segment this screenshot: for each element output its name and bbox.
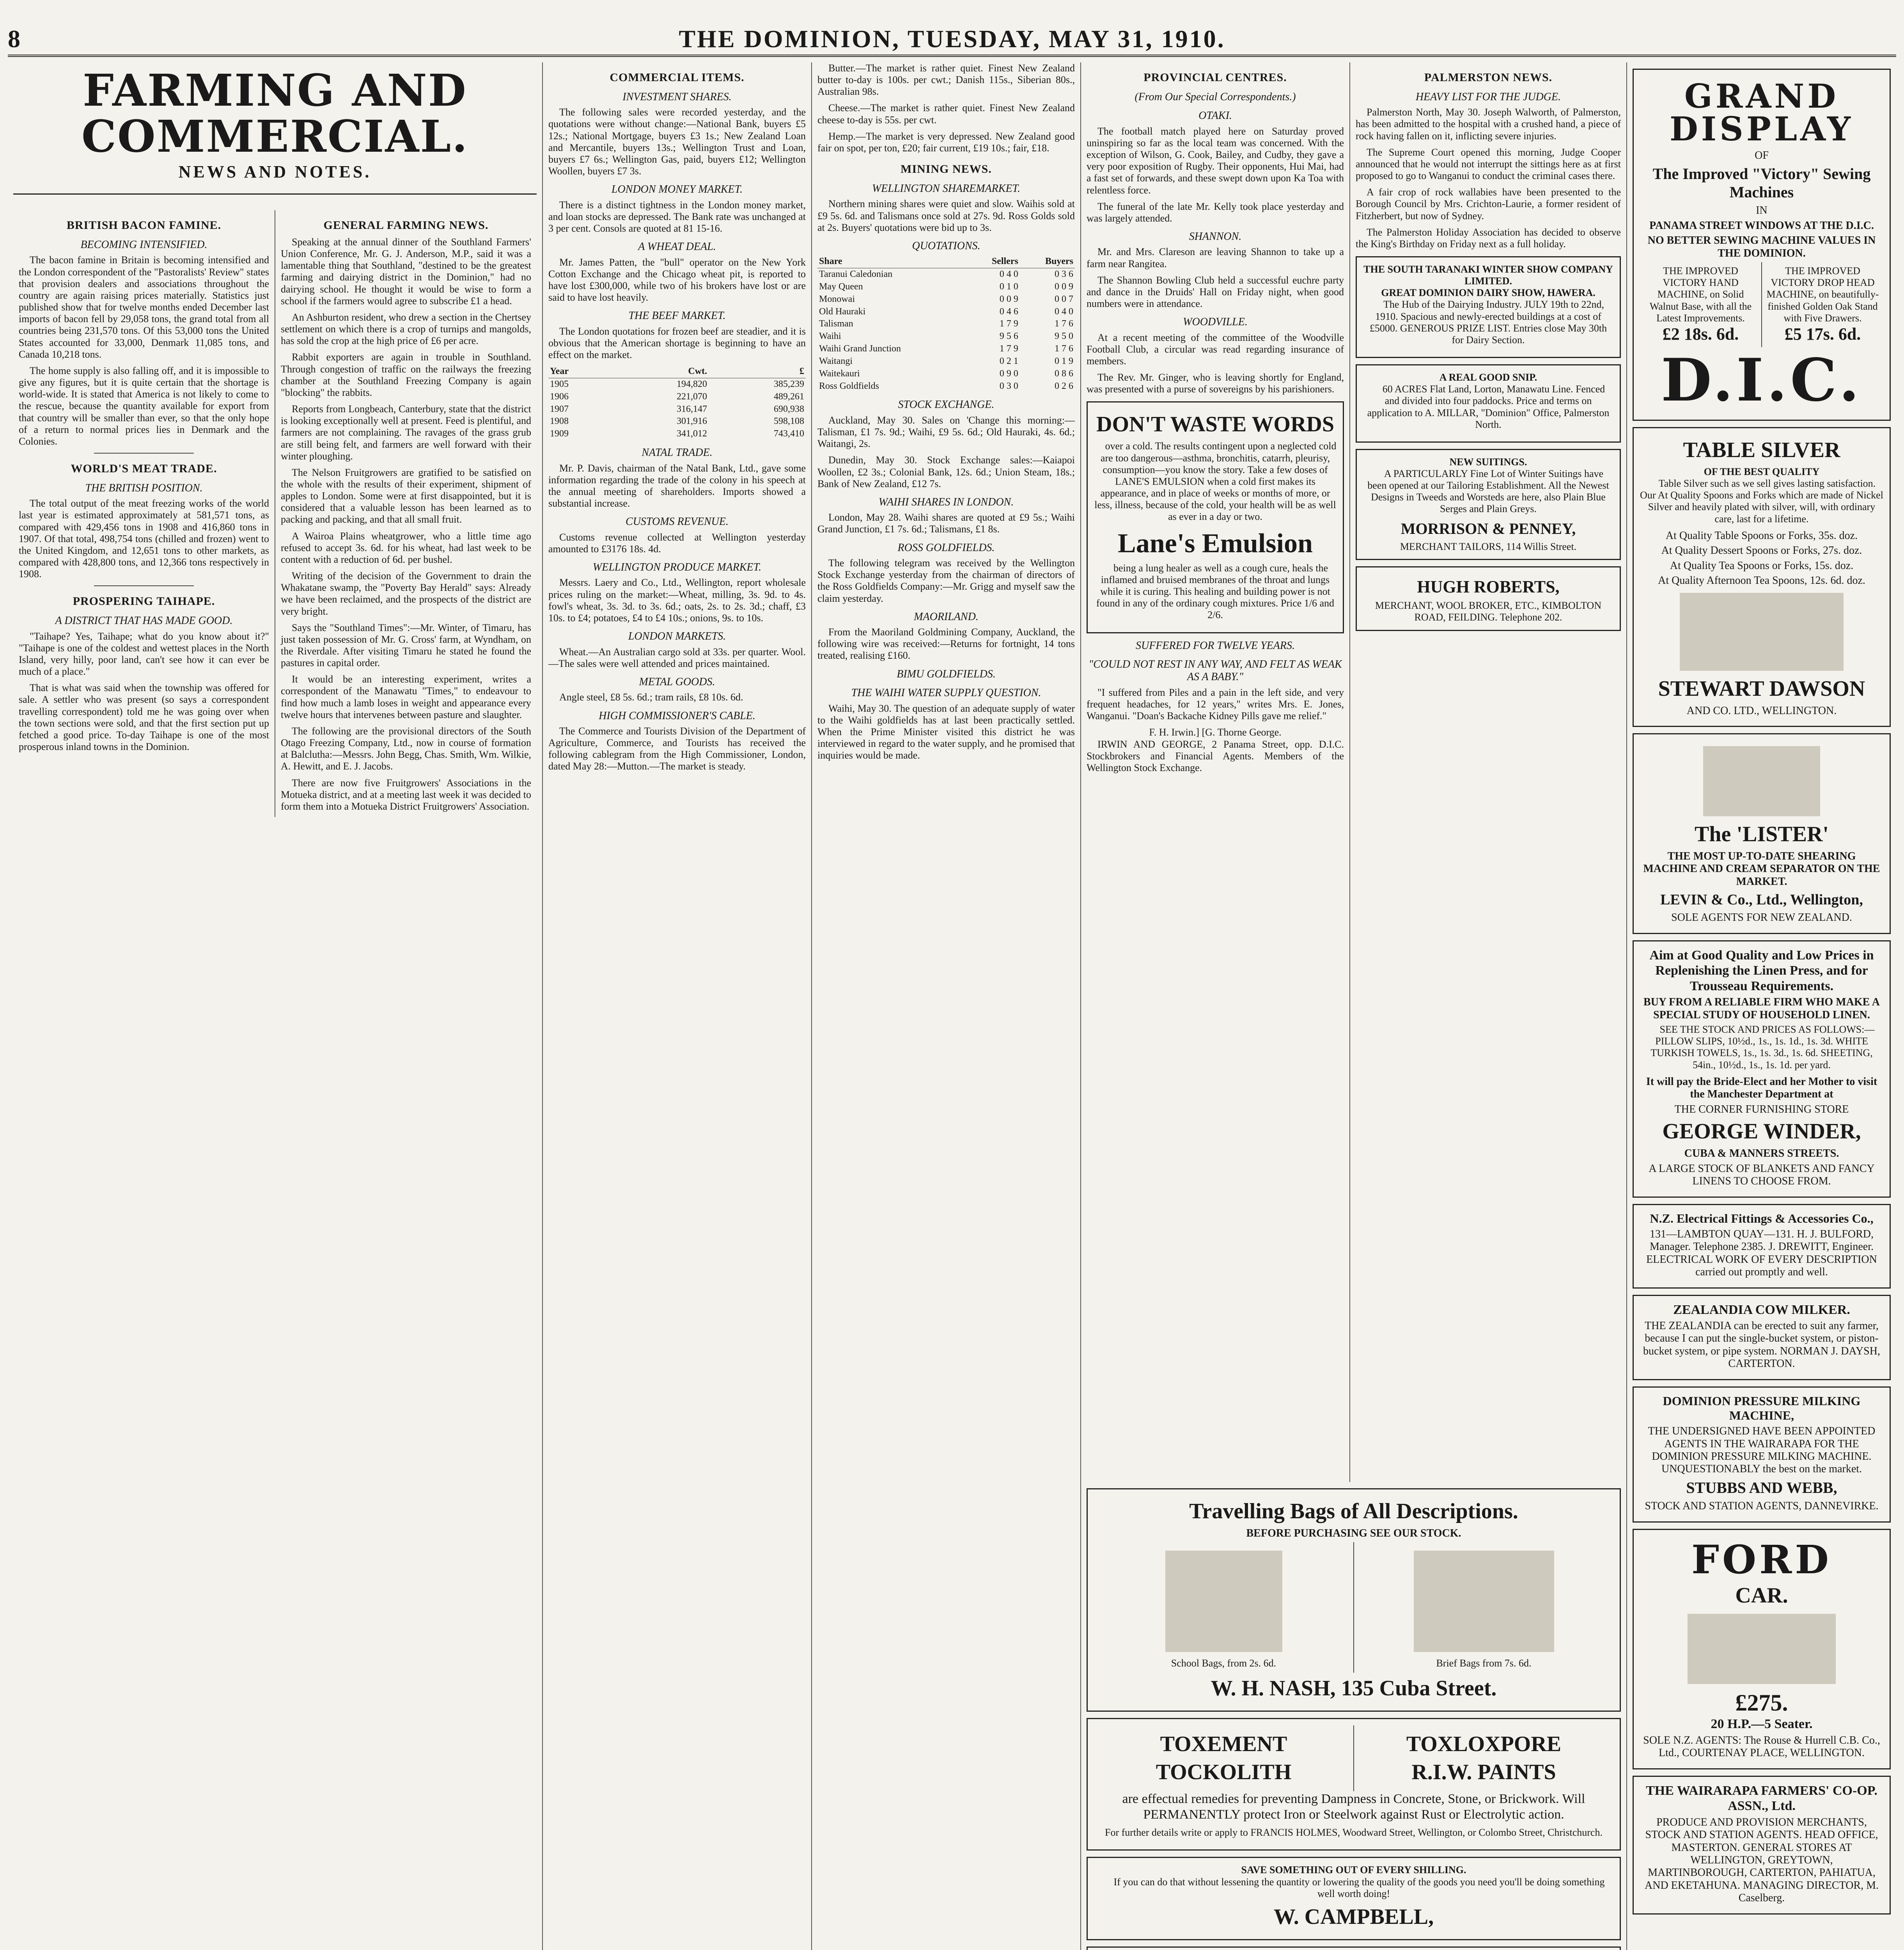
quotation-row [817, 268, 1075, 281]
price-list-item: At Quality Tea Spoons or Forks, 15s. doz. [1670, 559, 1854, 572]
article-paragraph: The Supreme Court opened this morning, Judge Cooper announced that he would not interrupt the sittings here as at first proposed to go to Wanganui to conduct the criminal cases there. [1356, 146, 1621, 182]
ad-title: GRAND DISPLAY [1670, 77, 1854, 148]
ad-text: If you can do that without lessening the quantity or lowering the quality of the goods you need you'll be doing something well worth doing! [1113, 1876, 1605, 1899]
ad-title: THE WAIRARAPA FARMERS' CO-OP. ASSN., Ltd. [1646, 1783, 1877, 1814]
table-cell: Waitangi [819, 356, 853, 366]
article-paragraph: A Wairoa Plains wheatgrower, who a little time ago refused to accept 3s. 6d. for his wheat, had last week to be content with a reduction of 6d. per bushel. [281, 530, 531, 565]
article-paragraph: It would be an interesting experiment, writes a correspondent of the Manawatu "Times," to endeavour to find how much a lamb loses in weight and appearance every twelve hours that intervenes between pasture and slaughter. [281, 674, 531, 720]
article-paragraph: London, May 28. Waihi shares are quoted at £9 5s.; Waihi Grand Junction, £1 7s. 6d.; Talismans, £1 8s. [817, 512, 1075, 535]
ad-firm: MORRISON & PENNEY, [1401, 519, 1576, 537]
column-2 [275, 210, 537, 817]
subheading-produce: WELLINGTON PRODUCE MARKET. [592, 561, 762, 574]
subheading-london-markets: LONDON MARKETS. [628, 630, 726, 643]
article-paragraph: The following sales were recorded yesterday, and the quotations were without change:—National Bank, buyers £5 12s.; National Mortgage, buyers £3 1s.; New Zealand Loan and Mercantile, buyers 13s.; Wellington Trust and Loan, buyers £7 6s.; Wellington Gas, paid, buyers £12; Wellington Woollen, buyers £7 3s. [548, 106, 806, 177]
table-cell: 1906 [550, 391, 569, 402]
subheading-woodville: WOODVILLE. [1183, 316, 1248, 328]
table-header-cell: Buyers [1020, 255, 1075, 268]
table-cell: 0 8 6 [1055, 368, 1073, 379]
article-paragraph: From the Maoriland Goldmining Company, Auckland, the following wire was received:—Returns for fortnight, 14 tons treated, realising £160. [817, 626, 1075, 661]
table-cell: 1909 [550, 429, 569, 439]
column-4 [811, 62, 1080, 1950]
column-1 [13, 210, 275, 817]
ad-title: THE SOUTH TARANAKI WINTER SHOW COMPANY LIMITED. [1363, 263, 1613, 287]
ad-title: N.Z. Electrical Fittings & Accessories Co., [1650, 1211, 1874, 1225]
table-cell: 221,070 [677, 391, 707, 402]
table-cell: 301,916 [677, 416, 707, 427]
wairarapa-farmers-ad [1633, 1776, 1891, 1915]
ad-firm: STUBBS AND WEBB, [1686, 1478, 1837, 1496]
article-paragraph: Auckland, May 30. Sales on 'Change this morning:—Talisman, £1 7s. 9d.; Waihi, £9 5s. 6d.; Old Hauraki, 4s. 6d.; Waitangi, 2s. [817, 414, 1075, 450]
cutlery-illustration [1680, 593, 1844, 671]
ad-firm-sub: AND CO. LTD., WELLINGTON. [1686, 704, 1837, 717]
article-paragraph: Speaking at the annual dinner of the Southland Farmers' Union Conference, Mr. G. J. Anderson, M.P., said it was a lamentable thing that Southland, "destined to be the greatest farming and dairying district in the Dominion," had no dairying school. He thought it would be wise to form a school if the farmers would agree to subscribe £1 a head. [281, 236, 531, 307]
column-6 [1349, 62, 1626, 1482]
article-paragraph: The following are the provisional directors of the South Otago Freezing Company, Ltd., now in course of formation at Balclutha:—Messrs. John Begg, Chas. Smith, Wm. Wilkie, A. Hewitt, and E. J. Jacobs. [281, 725, 531, 772]
quotation-row [817, 293, 1075, 306]
ad-notice: It will pay the Bride-Elect and her Mother to visit the Manchester Department at [1646, 1075, 1877, 1101]
table-header-cell: Year [548, 365, 612, 378]
ad-product-right: THE IMPROVED VICTORY DROP HEAD MACHINE, on beautifully-finished Golden Oak Stand with Five Drawers. [1766, 265, 1879, 324]
article-paragraph: Customs revenue collected at Wellington yesterday amounted to £3176 18s. 4d. [548, 531, 806, 555]
quotation-row [817, 355, 1075, 368]
column-7-ads [1626, 62, 1896, 1950]
subheading-quotations: QUOTATIONS. [912, 239, 980, 252]
hugh-roberts-ad [1356, 566, 1621, 631]
ad-text: PRODUCE AND PROVISION MERCHANTS, STOCK AND STATION AGENTS. HEAD OFFICE, MASTERTON. GENERAL STORES AT WELLINGTON, GREYTOWN, MARTINBOROUGH, CARTERTON, PAHIATUA, AND EKETAHUNA. MANAGING DIRECTOR, M. Caselberg. [1645, 1816, 1879, 1904]
heading-general-farming: GENERAL FARMING NEWS. [323, 219, 489, 232]
heading-meat: WORLD'S MEAT TRADE. [71, 462, 217, 475]
table-header-cell: Sellers [968, 255, 1020, 268]
table-cell: 690,938 [774, 404, 804, 414]
price-list-item: At Quality Table Spoons or Forks, 35s. doz. [1665, 529, 1858, 542]
article-paragraph: "I suffered from Piles and a pain in the left side, and very frequent headaches, for 12 years," writes Mrs. E. Jones, Wanganui. "Doan's Backache Kidney Pills gave me relief." [1087, 686, 1344, 722]
ad-title: DOMINION PRESSURE MILKING MACHINE, [1663, 1393, 1861, 1422]
article-paragraph: At a recent meeting of the committee of the Woodville Football Club, a circular was read regarding insurance of members. [1087, 332, 1344, 367]
ad-of: OF [1755, 149, 1769, 161]
beef-row [548, 403, 806, 416]
ad-title: R.I.W. PAINTS [1411, 1760, 1556, 1785]
table-cell: Old Hauraki [819, 306, 866, 317]
table-cell: 0 2 6 [1055, 381, 1073, 391]
article-paragraph: The Rev. Mr. Ginger, who is leaving shortly for England, was presented with a purse of sovereigns by his parishioners. [1087, 372, 1344, 395]
table-cell: 1 7 6 [1055, 319, 1073, 329]
article-paragraph: The Commerce and Tourists Division of the Department of Agriculture, Commerce, and Tourists has received the following cablegram from the High Commissioner, London, dated May 28:—Mutton.—The market is steady. [548, 725, 806, 772]
table-cell: 489,261 [774, 391, 804, 402]
ad-firm: LEVIN & Co., Ltd., Wellington, [1660, 892, 1863, 908]
column-5 [1080, 62, 1349, 1482]
ad-title: DON'T WASTE WORDS [1096, 412, 1334, 437]
article-paragraph: Says the "Southland Times":—Mr. Winter, of Timaru, has just taken possession of Mr. G. Cross' farm, at Wyndham, on the Riverdale. After visiting Timaru he stated he found the pastures in capital order. [281, 622, 531, 669]
table-cell: 0 9 0 [999, 368, 1018, 379]
subheading-natal: NATAL TRADE. [642, 447, 713, 459]
ad-subtitle: GREAT DOMINION DAIRY SHOW, HAWERA. [1381, 287, 1596, 299]
ad-text: being a lung healer as well as a cough cure, heals the inflamed and bruised membranes of the throat and lungs while it is curing. This healing and building power is not found in any of the ordinary cough mixtures. Price 1/6 and 2/6. [1096, 562, 1335, 621]
table-silver-ad [1633, 427, 1891, 727]
quotation-row [817, 380, 1075, 393]
ad-firm-sub: CUBA & MANNERS STREETS. [1684, 1147, 1839, 1160]
table-cell: Waihi [819, 331, 841, 342]
real-good-snip-ad [1356, 364, 1621, 443]
ad-title: The 'LISTER' [1695, 822, 1829, 846]
new-suitings-ad [1356, 449, 1621, 560]
subheading-otaki: OTAKI. [1198, 110, 1232, 122]
subheading-suffered: SUFFERED FOR TWELVE YEARS. [1135, 639, 1295, 652]
article-paragraph: Waihi, May 30. The question of an adequate supply of water to the Waihi goldfields has at last been practically settled. When the Prime Minister visited this district he was interviewed in regard to the water supply, and he promised that inquiries would be made. [817, 702, 1075, 761]
table-cell: 1908 [550, 416, 569, 427]
heading-bacon: BRITISH BACON FAMINE. [66, 219, 222, 232]
section-banner-sub: NEWS AND NOTES. [13, 162, 537, 195]
article-paragraph: The following telegram was received by the Wellington Stock Exchange yesterday from the chairman of directors of the Ross Goldfields Company:—Mr. Grigg and myself saw the claim yesterday. [817, 557, 1075, 604]
ad-text: For further details write or apply to FRANCIS HOLMES, Woodward Street, Wellington, or Colombo Street, Christchurch. [1105, 1827, 1603, 1838]
school-bag-illustration [1165, 1551, 1282, 1652]
heading-taihape: PROSPERING TAIHAPE. [73, 595, 215, 608]
article-paragraph: Mr. P. Davis, chairman of the Natal Bank, Ltd., gave some information regarding the trade of the colony in his speech at the annual meeting of shareholders. Imports showed a substantial increase. [548, 462, 806, 509]
beef-row [548, 415, 806, 428]
ad-text: THE UNDERSIGNED HAVE BEEN APPOINTED AGENTS IN THE WAIRARAPA FOR THE DOMINION PRESSURE MILKING MACHINE. UNQUESTIONABLY the best on the market. [1648, 1425, 1876, 1475]
subheading-water-supply: THE WAIHI WATER SUPPLY QUESTION. [851, 687, 1041, 699]
subheading-taihape: A DISTRICT THAT HAS MADE GOOD. [55, 615, 233, 627]
quotation-row [817, 343, 1075, 355]
table-cell: 0 1 0 [999, 281, 1018, 292]
section-banner: FARMING AND COMMERCIAL. [81, 65, 469, 162]
ad-text: The Hub of the Dairying Industry. JULY 19th to 22nd, 1910. Spacious and newly-erected buildings at a cost of £5000. GENEROUS PRIZE LIST. Entries close May 30th for Dairy Section. [1369, 299, 1607, 346]
subheading-meat: THE BRITISH POSITION. [85, 482, 203, 494]
ad-text: 131—LAMBTON QUAY—131. H. J. BULFORD, Manager. Telephone 2385. J. DREWITT, Engineer. ELECTRICAL WORK OF EVERY DESCRIPTION carried out promptly and well. [1646, 1228, 1877, 1278]
cow-milker-ad [1633, 1295, 1891, 1380]
article-paragraph: Wheat.—An Australian cargo sold at 33s. per quarter. Wool.—The sales were well attended and prices maintained. [548, 646, 806, 669]
article-paragraph: A fair crop of rock wallabies have been presented to the Borough Council by Mrs. Crichton-Laurie, a former resident of Fitzherbert, but now of Sydney. [1356, 186, 1621, 222]
table-cell: 0 0 9 [999, 294, 1018, 304]
ad-title: TOXLOXPORE [1406, 1732, 1562, 1756]
table-cell: 743,410 [774, 429, 804, 439]
separator-illustration [1703, 746, 1820, 816]
ad-text: A PARTICULARLY Fine Lot of Winter Suitings have been opened at our Tailoring Establishment. All the Newest Designs in Tweeds and Worsteds are here, also Plain Blue Serges and Plain Greys. [1367, 468, 1609, 515]
ad-title: FORD [1691, 1536, 1832, 1583]
article-paragraph: That is what was said when the township was offered for sale. A settler who was present (so says a correspondent travelling correspondent) told me he was going over when the town sections were sold, and that the first section put up fetched a good price. To-day Taihape is one of the most prosperous inland towns in the Dominion. [19, 682, 269, 753]
table-header-cell: Cwt. [612, 365, 709, 378]
article-paragraph: Cheese.—The market is rather quiet. Finest New Zealand cheese to-day is 55s. per cwt. [817, 102, 1075, 126]
dairy-show-ad [1356, 256, 1621, 358]
ad-text: SEE THE STOCK AND PRICES AS FOLLOWS:— PILLOW SLIPS, 10½d., 1s., 1s. 1d., 1s. 3d. WHITE TURKISH TOWELS, 1s., 1s. 3d., 1s. 6d. SHEETING, 54in., 10½d., 1s., 1s. 1d. per yard. [1650, 1024, 1875, 1071]
article-paragraph: The bacon famine in Britain is becoming intensified and the London correspondent of the "Pastoralists' Review" states that provision dealers and associations throughout the country are again raising prices materially. Statistics just published show that for twelve months ended December last imports of bacon fell by 29,058 tons, the grand total from all countries being 231,570 tons. Of this 53,000 tons the United States accounted for 33,000, Denmark 11,085 tons, and Canada 10,218 tons. [19, 254, 269, 360]
ad-brand: Lane's Emulsion [1118, 528, 1313, 558]
ad-names: F. H. Irwin.] [G. Thorne George. [1149, 727, 1282, 738]
article-paragraph: Rabbit exporters are again in trouble in Southland. Through congestion of traffic on the railways the freezing chamber at the Southland Freezing Company is again "blocking" the rabbits. [281, 351, 531, 398]
table-cell: Talisman [819, 319, 853, 329]
article-paragraph: Writing of the decision of the Government to drain the Whakatane swamp, the "Poverty Bay Herald" says: Already we have been reclaimed, and the prospects of the district are very bright. [281, 570, 531, 617]
beef-row [548, 391, 806, 403]
quotation-row [817, 318, 1075, 330]
table-cell: 1 7 9 [999, 319, 1018, 329]
car-illustration [1688, 1614, 1836, 1684]
article-paragraph: There is a distinct tightness in the London money market, and loan stocks are depressed. The Bank rate was unchanged at 3 per cent. Consols are quoted at 81 15-16. [548, 199, 806, 234]
article-paragraph: The Palmerston Holiday Association has decided to observe the King's Birthday on Friday next as a full holiday. [1356, 226, 1621, 250]
ad-title: NEW SUITINGS. [1449, 456, 1527, 468]
table-cell: Taranui Caledonian [819, 269, 893, 280]
heading-mining: MINING NEWS. [901, 163, 992, 176]
subheading-beef-market: THE BEEF MARKET. [628, 310, 726, 322]
ford-car-ad [1633, 1529, 1891, 1769]
ad-product-left: THE IMPROVED VICTORY HAND MACHINE, on Solid Walnut Base, with all the Latest Improvements. [1649, 265, 1752, 324]
table-cell: Waihi Grand Junction [819, 344, 901, 354]
table-cell: 316,147 [677, 404, 707, 414]
newspaper-title: THE DOMINION, TUESDAY, MAY 31, 1910. [679, 25, 1225, 53]
article-paragraph: Dunedin, May 30. Stock Exchange sales:—Kaiapoi Woollen, £2 3s.; Colonial Bank, 12s. 6d.; Union Steam, 18s.; Bank of New Zealand, £12 7s. [817, 454, 1075, 489]
masthead [8, 23, 1896, 57]
ad-title: HUGH ROBERTS, [1417, 577, 1560, 597]
table-cell: 0 4 0 [999, 269, 1018, 280]
ad-caption: School Bags, from 2s. 6d. [1171, 1658, 1276, 1669]
article-paragraph: There are now five Fruitgrowers' Associations in the Motueka district, and at a meeting last week it was decided to form them into a Motueka District Fruitgrowers' Association. [281, 777, 531, 812]
heading-provincial: PROVINCIAL CENTRES. [1143, 71, 1287, 84]
ad-subtitle: BEFORE PURCHASING SEE OUR STOCK. [1246, 1527, 1461, 1539]
ad-firm: W. H. NASH, 135 Cuba Street. [1211, 1676, 1497, 1700]
ad-title: A REAL GOOD SNIP. [1439, 372, 1537, 383]
table-cell: 0 4 0 [1055, 306, 1073, 317]
ad-firm: GEORGE WINDER, [1662, 1119, 1861, 1144]
subheading-investment: INVESTMENT SHARES. [622, 90, 732, 103]
table-cell: 9 5 6 [999, 331, 1018, 342]
price-list-item: At Quality Dessert Spoons or Forks, 27s. doz. [1661, 544, 1862, 557]
quotation-row [817, 330, 1075, 343]
article-paragraph: Hemp.—The market is very depressed. New Zealand good fair on spot, per ton, £20; fair current, £19 10s.; fair, £18. [817, 130, 1075, 154]
ad-price-right: £5 17s. 6d. [1784, 324, 1861, 344]
article-paragraph: The funeral of the late Mr. Kelly took place yesterday and was largely attended. [1087, 200, 1344, 224]
subheading-bimu: BIMU GOLDFIELDS. [897, 668, 996, 680]
ad-pre: THE CORNER FURNISHING STORE [1674, 1103, 1849, 1115]
ad-title: SAVE SOMETHING OUT OF EVERY SHILLING. [1241, 1864, 1466, 1876]
quotation-row [817, 306, 1075, 318]
article-paragraph: Palmerston North, May 30. Joseph Walworth, of Palmerston, has been admitted to the hospital with a crushed hand, a piece of rock having fallen on it, inflicting severe injuries. [1356, 106, 1621, 142]
article-paragraph: Angle steel, £8 5s. 6d.; tram rails, £8 10s. 6d. [559, 691, 743, 703]
subheading-wheat-deal: A WHEAT DEAL. [638, 241, 716, 253]
quotation-row [817, 281, 1075, 293]
ad-tail: A LARGE STOCK OF BLANKETS AND FANCY LINENS TO CHOOSE FROM. [1649, 1162, 1875, 1188]
ad-agents: SOLE N.Z. AGENTS: The Rouse & Hurrell C.B. Co., Ltd., COURTENAY PLACE, WELLINGTON. [1643, 1734, 1880, 1759]
table-cell: 0 0 9 [1055, 281, 1073, 292]
ad-title: Travelling Bags of All Descriptions. [1189, 1499, 1518, 1523]
ad-firm-sub: STOCK AND STATION AGENTS, DANNEVIRKE. [1645, 1500, 1879, 1512]
ad-firm: W. CAMPBELL, [1273, 1904, 1434, 1929]
beef-row [548, 378, 806, 391]
subheading-suffered-quote: "COULD NOT REST IN ANY WAY, AND FELT AS WEAK AS A BABY." [1089, 658, 1342, 683]
quotation-row [817, 368, 1075, 380]
table-cell: 0 2 1 [999, 356, 1018, 366]
beef-table [548, 365, 806, 440]
table-cell: Ross Goldfields [819, 381, 879, 391]
table-cell: 1905 [550, 379, 569, 389]
article-paragraph: Mr. James Patten, the "bull" operator on the New York Cotton Exchange and the Chicago wheat pit, is reported to have lost £300,000, while two of his brokers have lost or are said to have lost heavily. [548, 256, 806, 303]
price-list [1640, 530, 1883, 587]
table-cell: 0 3 0 [999, 381, 1018, 391]
table-header-cell: £ [709, 365, 806, 378]
table-cell: 385,239 [774, 379, 804, 389]
paints-ad [1087, 1718, 1621, 1851]
subheading-ross: ROSS GOLDFIELDS. [897, 541, 995, 554]
heading-palmerston: PALMERSTON NEWS. [1424, 71, 1553, 84]
ad-subtitle: OF THE BEST QUALITY [1704, 466, 1820, 477]
price-list-item: At Quality Afternoon Tea Spoons, 12s. 6d. doz. [1658, 574, 1865, 587]
brief-bag-illustration [1414, 1551, 1554, 1652]
campbell-ad [1087, 1857, 1621, 1940]
article-paragraph: The home supply is also falling off, and it is impossible to give any figures, but it is quite certain that the shortage is world-wide. It is stated that America is not likely to come to the rescue, because the quantity available for export from that country will be smaller than ever, so that the only hope of a return to normal prices lies in Denmark and the Colonies. [19, 365, 269, 447]
table-cell: 1 7 9 [999, 344, 1018, 354]
subheading-palmerston: HEAVY LIST FOR THE JUDGE. [1415, 90, 1561, 103]
sewing-machine-ad [1633, 69, 1891, 421]
table-cell: 1 7 6 [1055, 344, 1073, 354]
ad-firm-sub: SOLE AGENTS FOR NEW ZEALAND. [1671, 911, 1852, 924]
ad-text: over a cold. The results contingent upon a neglected cold are too dangerous—asthma, bronchitis, catarrh, pleurisy, consumption—you know the story. Take a few doses of LANE'S EMULSION when a cold first makes its appearance, and in place of weeks or months of more, or less, illness, because of the cold, your health will be as well as ever in a day or two. [1094, 440, 1337, 523]
ad-title: ZEALANDIA COW MILKER. [1673, 1302, 1850, 1317]
article-paragraph: An Ashburton resident, who drew a section in the Chertsey settlement on which there is a crop of turnips and mangolds, has sold the crop at the high price of £6 per acre. [281, 311, 531, 347]
lanes-emulsion-ad [1087, 401, 1344, 633]
ad-text: MERCHANT, WOOL BROKER, ETC., KIMBOLTON ROAD, FEILDING. Telephone 202. [1375, 600, 1602, 623]
page-number: 8 [8, 25, 22, 53]
ad-price-left: £2 18s. 6d. [1662, 324, 1739, 344]
ad-title: TABLE SILVER [1683, 438, 1840, 462]
ad-text: THE MOST UP-TO-DATE SHEARING MACHINE AND CREAM SEPARATOR ON THE MARKET. [1643, 850, 1880, 888]
table-cell: 1907 [550, 404, 569, 414]
table-header-cell: Share [817, 255, 968, 268]
subheading-high-commissioner: HIGH COMMISSIONER'S CABLE. [599, 709, 755, 722]
ad-caption: Brief Bags from 7s. 6d. [1436, 1658, 1532, 1669]
table-cell: Waitekauri [819, 368, 860, 379]
milking-machine-ad [1633, 1386, 1891, 1523]
article-paragraph: The total output of the meat freezing works of the world last year is estimated approximately at 581,571 tons, as compared with 429,456 tons in 1908 and 416,860 tons in 1907. Of that total, 498,754 tons (chilled and frozen) went to the United Kingdom, and 12,651 tons to other markets, as compared with 428,800 tons, and 12,366 tons respectively in 1908. [19, 498, 269, 580]
travelling-bags-ad [1087, 1488, 1621, 1712]
column-3 [542, 62, 811, 1950]
subheading-provincial: (From Our Special Correspondents.) [1135, 90, 1296, 103]
ad-text: 60 ACRES Flat Land, Lorton, Manawatu Line. Fenced and divided into four paddocks. Price and terms on application to A. MILLAR, "Dominion" Office, Palmerston North. [1367, 383, 1610, 430]
guardian-ad [1087, 1946, 1621, 1950]
lister-ad [1633, 733, 1891, 934]
electrical-fittings-ad [1633, 1204, 1891, 1289]
subheading-bacon: BECOMING INTENSIFIED. [80, 239, 207, 251]
article-paragraph: The Shannon Bowling Club held a successful euchre party and dance in the Druids' Hall on Friday night, when good numbers were in attendance. [1087, 274, 1344, 310]
ad-location: PANAMA STREET WINDOWS AT THE D.I.C. [1649, 219, 1874, 232]
ad-text: THE ZEALANDIA can be erected to suit any farmer, because I can put the single-bucket system, or piston-bucket system, or pipe system. NORMAN J. DAYSH, CARTERTON. [1643, 1319, 1880, 1370]
article-paragraph: Messrs. Laery and Co., Ltd., Wellington, report wholesale prices ruling on the market:—Wheat, milling, 3s. 9d. to 4s. fowl's wheat, 3s. 3d. to 3s. 6d.; oats, 2s. to 2s. 3d.; chaff, £3 10s. to £4; potatoes, £4 to £4 10s.; onions, 9s. to 10s. [548, 577, 806, 624]
beef-row [548, 428, 806, 440]
article-paragraph: "Taihape? Yes, Taihape; what do you know about it?" "Taihape is one of the coldest and wettest places in the North Island, very hilly, poor land, can't see how it can ever be much of a place." [19, 630, 269, 677]
article-paragraph: The football match played here on Saturday proved uninspiring so far as the local team was concerned. With the exception of Wilson, G. Cook, Bailey, and Cudby, they gave a very poor exposition of Rugby. Their opponents, Hui Mai, had a fast set of forwards, and these swept down upon Ka Toa with relentless force. [1087, 125, 1344, 196]
subheading-wgtn-sharemarket: WELLINGTON SHAREMARKET. [872, 182, 1021, 195]
ad-hp: 20 H.P.—5 Seater. [1711, 1717, 1813, 1732]
ad-title: TOCKOLITH [1156, 1760, 1292, 1785]
table-cell: 341,012 [677, 429, 707, 439]
table-cell: 0 3 6 [1055, 269, 1073, 280]
ad-text: are effectual remedies for preventing Dampness in Concrete, Stone, or Brickwork. Will PERMANENTLY protect Iron or Steelwork against Rust or Electrolytic action. [1122, 1792, 1585, 1822]
article-paragraph: Mr. and Mrs. Clareson are leaving Shannon to take up a farm near Rangitea. [1087, 246, 1344, 269]
subheading-stock-exchange: STOCK EXCHANGE. [898, 399, 995, 411]
article-paragraph: The London quotations for frozen beef are steadier, and it is obvious that the American shortage is beginning to have an effect on the market. [548, 325, 806, 361]
article-paragraph: IRWIN AND GEORGE, 2 Panama Street, opp. D.I.C. Stockbrokers and Financial Agents. Members of the Wellington Stock Exchange. [1087, 738, 1344, 773]
quotations-table [817, 255, 1075, 392]
subheading-customs: CUSTOMS REVENUE. [626, 516, 729, 528]
table-cell: 0 1 9 [1055, 356, 1073, 366]
ad-title: TOXEMENT [1160, 1732, 1287, 1756]
ad-firm-sub: MERCHANT TAILORS, 114 Willis Street. [1400, 541, 1577, 553]
ad-text: Table Silver such as we sell gives lasting satisfaction. Our At Quality Spoons and Forks which are made of Nickel Silver and heavily plated with silver, will, with ordinary care, last for a lifetime. [1640, 478, 1883, 525]
ad-price: £275. [1735, 1689, 1788, 1716]
ad-subtitle: The Improved "Victory" Sewing Machines [1652, 165, 1871, 201]
george-winder-ad [1633, 940, 1891, 1198]
table-cell: 598,108 [774, 416, 804, 427]
subheading-maoriland: MAORILAND. [914, 610, 979, 623]
dic-logo: D.I.C. [1661, 346, 1863, 415]
subheading-waihi-london: WAIHI SHARES IN LONDON. [878, 496, 1014, 508]
article-paragraph: Butter.—The market is rather quiet. Finest New Zealand butter to-day is 100s. per cwt.; Danish 115s., Siberian 80s., Australian 98s. [817, 62, 1075, 98]
subheading-metals: METAL GOODS. [639, 675, 715, 688]
ad-subtitle: CAR. [1735, 1583, 1788, 1608]
table-cell: Monowai [819, 294, 855, 304]
article-paragraph: Northern mining shares were quiet and slow. Waihis sold at £9 5s. 6d. and Talismans once sold at 27s. 9d. Ross Golds sold at 2s. Buyers' quotations were bid up to 3s. [817, 198, 1075, 233]
farming-section [8, 62, 542, 1950]
table-cell: May Queen [819, 281, 863, 292]
article-paragraph: Reports from Longbeach, Canterbury, state that the district is looking exceptionally well at present. Feed is plentiful, and farmers are not complaining. The ravages of the grass grub are still being felt, and farmers are well forward with their winter ploughing. [281, 403, 531, 462]
ad-firm: STEWART DAWSON [1658, 676, 1865, 701]
table-cell: 0 0 7 [1055, 294, 1073, 304]
ad-subtitle: BUY FROM A RELIABLE FIRM WHO MAKE A SPECIAL STUDY OF HOUSEHOLD LINEN. [1643, 996, 1880, 1021]
ad-in: IN [1756, 204, 1767, 217]
table-cell: 9 5 0 [1055, 331, 1073, 342]
table-cell: 194,820 [677, 379, 707, 389]
table-cell: 0 4 6 [999, 306, 1018, 317]
subheading-money-market: LONDON MONEY MARKET. [611, 183, 743, 196]
ad-title: Aim at Good Quality and Low Prices in Replenishing the Linen Press, and for Trousseau Requirements. [1649, 948, 1874, 993]
ad-notice: NO BETTER SEWING MACHINE VALUES IN THE DOMINION. [1647, 234, 1876, 259]
article-paragraph: The Nelson Fruitgrowers are gratified to be satisfied on the whole with the results of their experiment, shipment of apples to London. Some were at first disappointed, but it is considered that a valuable lesson has been learned as to packing and packing, and that all small fruit. [281, 466, 531, 525]
heading-commercial: COMMERCIAL ITEMS. [610, 71, 745, 84]
subheading-shannon: SHANNON. [1189, 230, 1242, 243]
ads-block-lower [1080, 1482, 1626, 1950]
